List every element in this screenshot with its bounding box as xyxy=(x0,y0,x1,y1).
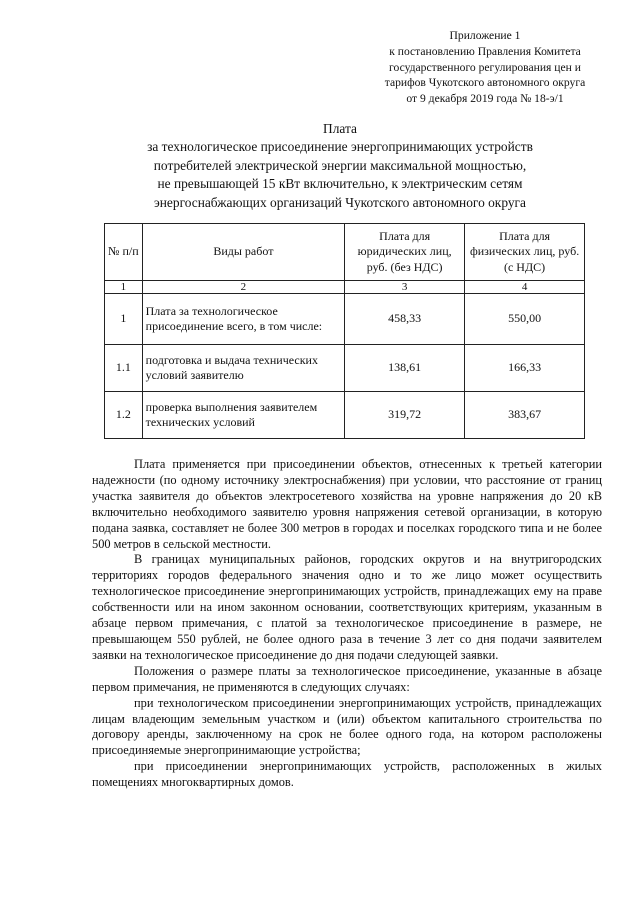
appendix-reference xyxy=(370,28,600,107)
header-work: Виды работ xyxy=(142,224,345,281)
title-line: потребителей электрической энергии максимальной мощностью, xyxy=(153,157,527,173)
header-legal: Плата для юридических лиц, руб. (без НДС) xyxy=(345,224,465,281)
price-table xyxy=(104,223,585,439)
title-line: не превышающей 15 кВт включительно, к электрическим сетям xyxy=(157,176,523,192)
note-paragraph: при технологическом присоединении энергопринимающих устройств, принадлежащих лицам владеющим земельным участком и (или) объектом капитального строительства по договору аренды, заключенному на срок не более одного года, на котором расположены присоединяемые энергопринимающие устройства; xyxy=(92,695,602,758)
row-legal-price: 319,72 xyxy=(345,392,465,439)
row-legal-price: 138,61 xyxy=(345,345,465,392)
title-line: энергоснабжающих организаций Чукотского автономного округа xyxy=(154,194,526,210)
row-physical-price: 166,33 xyxy=(465,345,585,392)
row-physical-price: 550,00 xyxy=(465,294,585,345)
title-line: Плата xyxy=(323,121,357,136)
table-row xyxy=(105,294,585,345)
appendix-line: к постановлению Правления Комитета xyxy=(389,44,581,58)
row-legal-price: 458,33 xyxy=(345,294,465,345)
row-work: подготовка и выдача технических условий заявителю xyxy=(142,345,345,392)
table-row xyxy=(105,345,585,392)
appendix-line: государственного регулирования цен и xyxy=(389,60,581,74)
column-number: 2 xyxy=(142,281,345,294)
column-number: 3 xyxy=(345,281,465,294)
table-row xyxy=(105,392,585,439)
appendix-line: тарифов Чукотского автономного округа xyxy=(384,76,586,90)
note-paragraph: В границах муниципальных районов, городских округов и на внутригородских территориях городов федерального значения одно и то же лицо может осуществить технологическое присоединение энергопринимающих устройств, принадлежащих ему на праве собственности или на ином законном основании, соответствующих критериям, указанным в абзаце первом примечания, с платой за технологическое присоединение в размере, не превышающем 550 рублей, не более одного раза в течение 3 лет со дня подачи заявителем заявки на технологическое присоединение до дня подачи следующей заявки. xyxy=(92,552,602,662)
row-num: 1.1 xyxy=(105,345,143,392)
row-work: Плата за технологическое присоединение всего, в том числе: xyxy=(142,294,345,345)
column-number-row xyxy=(105,281,585,294)
table-header-row xyxy=(105,224,585,281)
notes-section xyxy=(92,457,602,791)
row-work: проверка выполнения заявителем технических условий xyxy=(142,392,345,439)
note-paragraph: Плата применяется при присоединении объектов, отнесенных к третьей категории надежности (по одному источнику электроснабжения) при условии, что расстояние от границ участка заявителя до объектов электросетевого хозяйства на уровне напряжения до 20 кВ включительно необходимого заявителю уровня напряжения сетевой организации, в которую подана заявка, составляет не более 300 метров в городах и поселках городского типа и не более 500 метров в сельской местности. xyxy=(92,457,602,551)
row-physical-price: 383,67 xyxy=(465,392,585,439)
title-line: за технологическое присоединение энергопринимающих устройств xyxy=(147,139,533,155)
document-title xyxy=(60,120,620,212)
header-num: № п/п xyxy=(105,224,143,281)
note-paragraph: Положения о размере платы за технологическое присоединение, указанные в абзаце первом примечания, не применяются в следующих случаях: xyxy=(92,663,602,694)
column-number: 4 xyxy=(465,281,585,294)
row-num: 1 xyxy=(105,294,143,345)
column-number: 1 xyxy=(105,281,143,294)
appendix-line: Приложение 1 xyxy=(449,29,521,42)
row-num: 1.2 xyxy=(105,392,143,439)
header-physical: Плата для физических лиц, руб. (с НДС) xyxy=(465,224,585,281)
note-paragraph: при присоединении энергопринимающих устройств, расположенных в жилых помещениях многоквартирных домов. xyxy=(92,759,602,790)
appendix-line: от 9 декабря 2019 года № 18-э/1 xyxy=(406,92,564,106)
